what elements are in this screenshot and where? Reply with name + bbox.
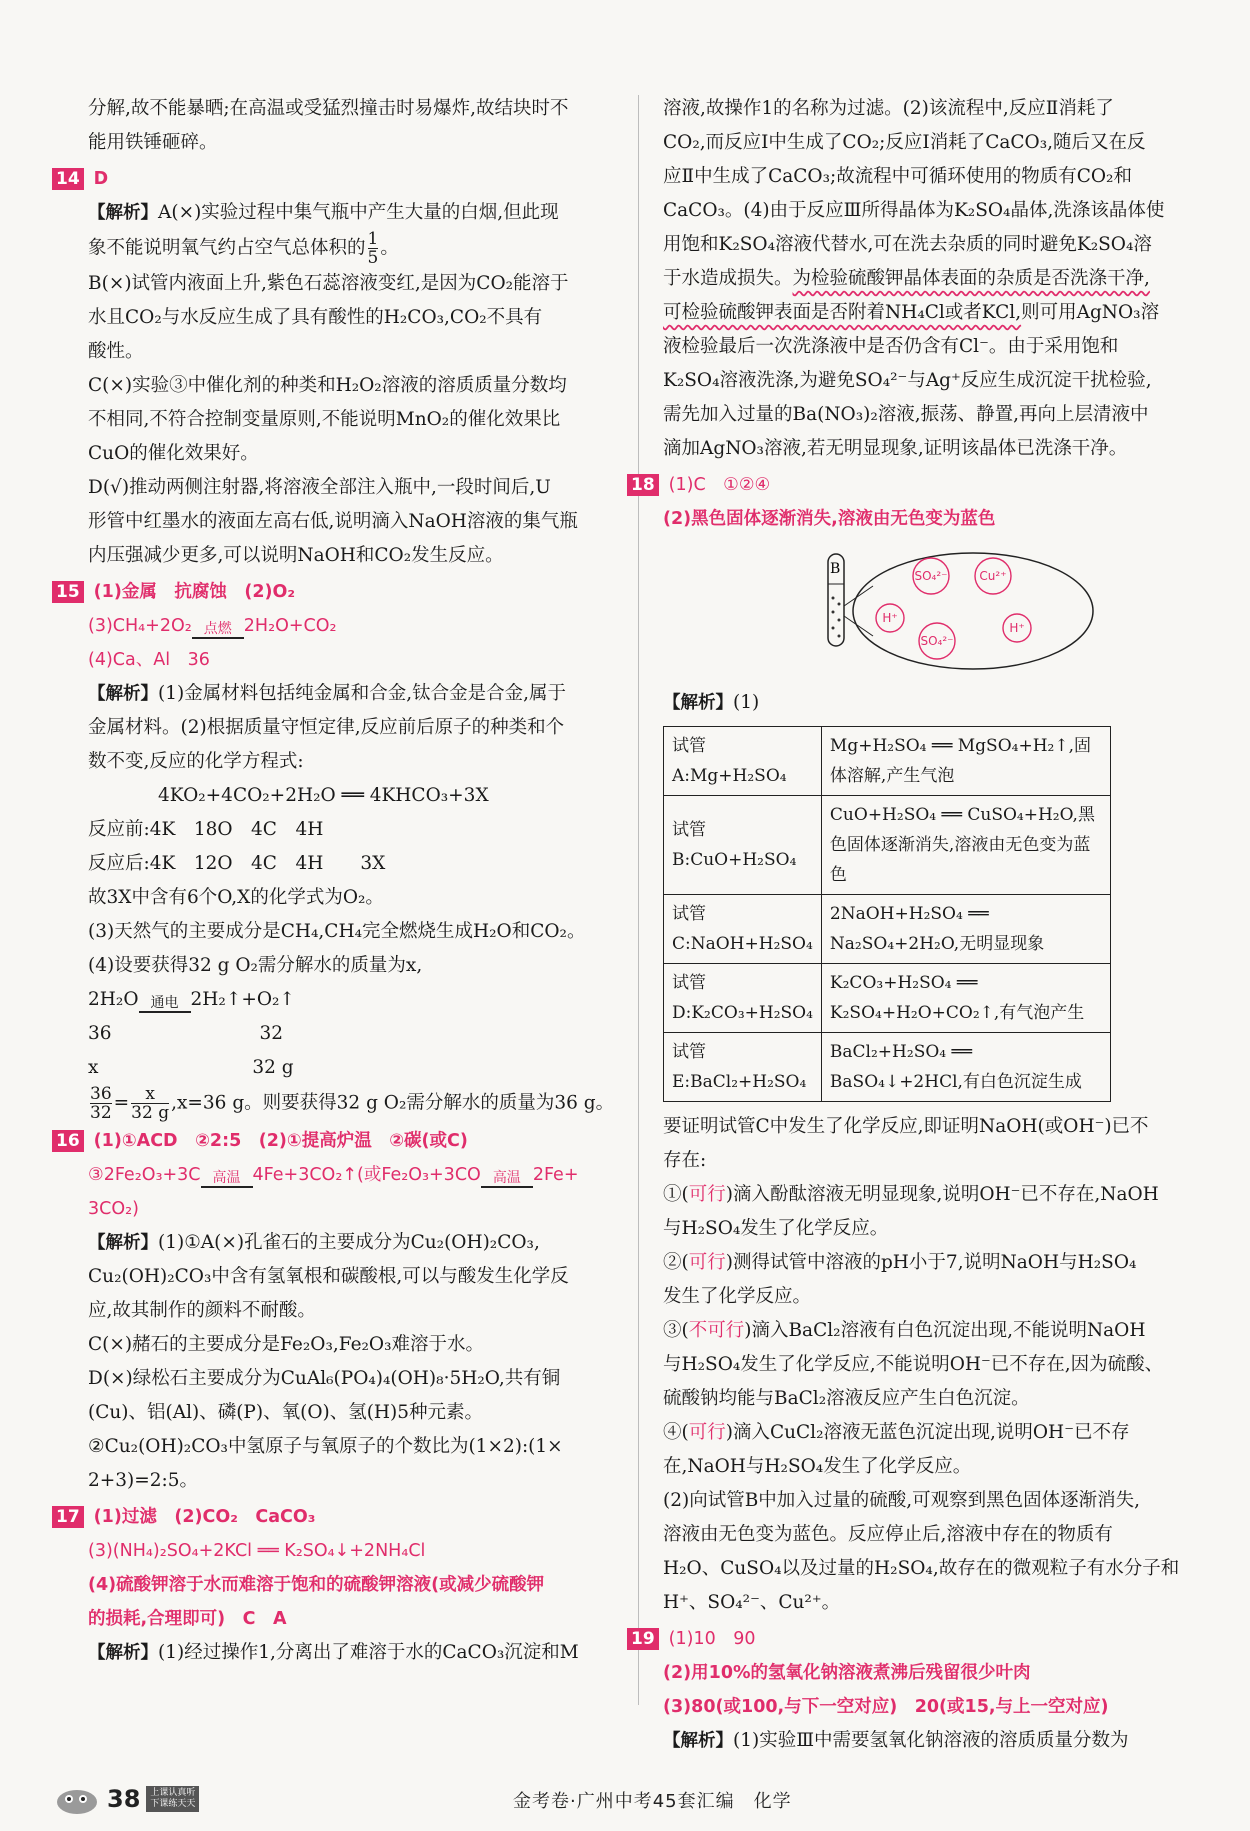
analysis-tag: 【解析】: [88, 1233, 158, 1253]
q17-cont-line: 应Ⅱ中生成了CaCO₃;故流程中可循环使用的物质有CO₂和: [663, 166, 1132, 187]
q17-cont-line: 液检验最后一次洗涤液中是否仍含有Cl⁻。由于采用饱和: [663, 336, 1119, 357]
q16-line: (Cu)、铝(Al)、磷(P)、氧(O)、氢(H)5种元素。: [88, 1402, 484, 1423]
question-number-14: 14: [52, 168, 84, 190]
q17-cont-line: 溶液,故操作1的名称为过滤。(2)该流程中,反应Ⅱ消耗了: [663, 98, 1114, 119]
feasibility-flag: 不可行: [688, 1320, 745, 1341]
q14-a-line: A(×)实验过程中集气瓶中产生大量的白烟,但此现: [158, 202, 559, 223]
q15-ratio-row-1: 36 32: [88, 1023, 284, 1044]
q16-line: ②Cu₂(OH)₂CO₃中氢原子与氧原子的个数比为(1×2):(1×: [88, 1436, 563, 1457]
fraction-one-fifth: $\frac{1}{5}$: [367, 229, 379, 268]
answer-18-line-1: (1)C ①②④: [668, 475, 771, 495]
question-number-17: 17: [52, 1506, 84, 1528]
q14-b-line: 酸性。: [88, 341, 144, 362]
question-number-16: 16: [52, 1130, 84, 1152]
tube-cell: 试管D:K₂CO₃+H₂SO₄: [664, 964, 822, 1033]
answer-16-line-3: 3CO₂): [88, 1199, 139, 1219]
question-number-18: 18: [627, 474, 659, 496]
q18-item-cont: 与H₂SO₄发生了化学反应,不能说明OH⁻已不存在,因为硫酸、: [663, 1354, 1164, 1375]
reaction-cell: CuO+H₂SO₄ ══ CuSO₄+H₂O,黑色固体逐渐消失,溶液由无色变为蓝色: [821, 796, 1110, 895]
table-row: [664, 895, 1111, 964]
reaction-table: [663, 726, 1111, 1102]
table-row: [664, 964, 1111, 1033]
tube-cell: 试管A:Mg+H₂SO₄: [664, 727, 822, 796]
answer-15-line-1: (1)金属 抗腐蚀 (2)O₂: [93, 582, 296, 602]
feasibility-flag: 可行: [688, 1422, 726, 1443]
answer-15-line-2: (3)CH₄+2O₂ 点燃 2H₂O+CO₂: [88, 609, 616, 643]
intro-line-1: 分解,故不能暴晒;在高温或受猛烈撞击时易爆炸,故结块时不: [88, 98, 569, 119]
q18-item: ④(可行)滴入CuCl₂溶液无蓝色沉淀出现,说明OH⁻已不存: [663, 1422, 1130, 1443]
wavy-underlined-text: 可检验硫酸钾表面是否附着NH₄Cl或者KCl,: [663, 302, 1022, 323]
ion-hydrogen: H⁺: [882, 611, 898, 625]
analysis-tag: 【解析】: [88, 203, 158, 223]
q14-d-line: D(√)推动两侧注射器,将溶液全部注入瓶中,一段时间后,U: [88, 477, 551, 498]
tube-cell: 试管E:BaCl₂+H₂SO₄: [664, 1033, 822, 1102]
tube-cell: 试管B:CuO+H₂SO₄: [664, 796, 822, 895]
question-18: [631, 468, 1191, 502]
q18-p2: H₂O、CuSO₄以及过量的H₂SO₄,故存在的微观粒子有水分子和: [663, 1558, 1180, 1579]
answer-17-line-3: (4)硫酸钾溶于水而难溶于饱和的硫酸钾溶液(或减少硫酸钾: [88, 1575, 545, 1595]
question-14: [56, 162, 616, 196]
reaction-cell: BaCl₂+H₂SO₄ ══ BaSO₄↓+2HCl,有白色沉淀生成: [821, 1033, 1110, 1102]
q18-item-cont: 发生了化学反应。: [663, 1286, 812, 1307]
answer-16-line-2: ③2Fe₂O₃+3C 高温 4Fe+3CO₂↑(或Fe₂O₃+3CO 高温 2Fe+: [88, 1158, 616, 1192]
condition-ignite: 点燃: [192, 621, 244, 643]
q15-conclusion: 故3X中含有6个O,X的化学式为O₂。: [88, 887, 384, 908]
q14-a-line: 象不能说明氧气约占空气总体积的: [88, 237, 366, 259]
analysis-tag: 【解析】: [663, 1731, 733, 1751]
q14-c-line: 不相同,不符合控制变量原则,不能说明MnO₂的催化效果比: [88, 409, 561, 430]
q18-item-cont: 在,NaOH与H₂SO₄发生了化学反应。: [663, 1456, 972, 1477]
ion-copper: Cu²⁺: [979, 569, 1007, 583]
q17-cont-line: 滴加AgNO₃溶液,若无明显现象,证明该晶体已洗涤干净。: [663, 438, 1128, 459]
feasibility-flag: 可行: [688, 1184, 726, 1205]
q17-cont-line: CaCO₃。(4)由于反应Ⅲ所得晶体为K₂SO₄晶体,洗涤该晶体使: [663, 200, 1165, 221]
q17-cont-line: 需先加入过量的Ba(NO₃)₂溶液,振荡、静置,再向上层清液中: [663, 404, 1149, 425]
q15-line: 数不变,反应的化学方程式:: [88, 751, 304, 772]
analysis-tag: 【解析】: [663, 693, 733, 713]
q14-b-line: 水且CO₂与水反应生成了具有酸性的H₂CO₃,CO₂不具有: [88, 307, 543, 328]
q18-item-cont: 与H₂SO₄发生了化学反应。: [663, 1218, 889, 1239]
table-row: [664, 796, 1111, 895]
q15-equation: 4KO₂+4CO₂+2H₂O ══ 4KHCO₃+3X: [158, 785, 489, 806]
q15-ratio-row-2: x 32 g: [88, 1057, 294, 1078]
q15-electrolysis-eq: 2H₂O 通电 2H₂↑+O₂↑: [88, 983, 616, 1017]
analysis-tag: 【解析】: [88, 1643, 158, 1663]
q16-line: 应,故其制作的颜料不耐酸。: [88, 1300, 316, 1321]
q18-item: ③(不可行)滴入BaCl₂溶液有白色沉淀出现,不能说明NaOH: [663, 1320, 1146, 1341]
page-footer-left: [55, 1782, 199, 1816]
q18-p2: 溶液由无色变为蓝色。反应停止后,溶液中存在的物质有: [663, 1524, 1113, 1545]
q14-c-line: CuO的催化效果好。: [88, 443, 259, 464]
question-15: [56, 575, 616, 609]
wavy-underlined-text: 为检验硫酸钾晶体表面的杂质是否洗涤干净,: [792, 268, 1150, 289]
q14-d-line: 形管中红墨水的液面左高右低,说明滴入NaOH溶液的集气瓶: [88, 511, 578, 532]
left-column: 分解,故不能暴晒;在高温或受猛烈撞击时易爆炸,故结块时不 能用铁锤砸碎。 14 D 【解析】A(×)实验过程中集气瓶中产生大量的白烟,但此现 象不能说明氧气约占空气总体积的 $\frac{1}{5}$ 。 B(×)试管内液面上升,紫色石蕊溶液变红,是因为CO₂能溶于 水且CO₂与水反应生成了具有酸性的H₂CO₃,CO₂不具有 酸性。 C(×)实验③中催化剂的种类和H₂O₂溶液的溶质质量分数均 不相同,不符合控制变量原则,不能说明MnO₂的催化效果比 CuO的催化效果好。 D(√)推动两侧注射器,将溶液全部注入瓶中,一段时间后,U 形管中红墨水的液面左高右低,说明滴入NaOH溶液的集气瓶 内压强减少更多,可以说明NaOH和CO₂发生反应。 15 (1)金属 抗腐蚀 (2)O₂ (3)CH₄+2O₂ 点燃 2H₂O+CO₂ (4)Ca、Al 36 【解析】(1)金属材料包括纯金属和合金,钛合金是合金,属于 金属材料。(2)根据质量守恒定律,反应前后原子的种类和个 数不变,反应的化学方程式: 4KO₂+4CO₂+2H₂O ══ 4KHCO₃+3X 反应前:4K 18O 4C 4H 反应后:4K 12O 4C 4H 3X 故3X中含有6个O,X的化学式为O₂。 (3)天然气的主要成分是CH₄,CH₄完全燃烧生成H₂O和CO₂。 (4)设要获得32 g O₂需分解水的质量为x, 2H₂O 通电 2H₂↑+O₂↑ 36 32 x 32 g $\frac{36}{32}$ = $\frac{x}{32 g}$ ,x=36 g。则要获得32 g O₂需分解水的质量为36 g。 16 (1)①ACD ②2:5 (2)①提高炉温 ②碳(或C) ③2Fe₂O₃+3C 高温 4Fe+3CO₂↑(或Fe₂O₃+3CO 高温 2Fe+ 3CO₂) 【解析】(1)①A(×)孔雀石的主要成分为Cu₂(OH)₂CO₃, Cu₂(OH)₂CO₃中含有氢氧根和碳酸根,可以与酸发生化学反 应,故其制作的颜料不耐酸。 C(×)赭石的主要成分是Fe₂O₃,Fe₂O₃难溶于水。 D(×)绿松石主要成分为CuAl₆(PO₄)₄(OH)₈·5H₂O,共有铜 (Cu)、铝(Al)、磷(P)、氧(O)、氢(H)5种元素。 ②Cu₂(OH)₂CO₃中氢原子与氧原子的个数比为(1×2):(1× 2+3)=2:5。 17 (1)过滤 (2)CO₂ CaCO₃ (3)(NH₄)₂SO₄+2KCl ══ K₂SO₄↓+2NH₄Cl (4)硫酸钾溶于水而难溶于饱和的硫酸钾溶液(或减少硫酸钾 的损耗,合理即可) C A 【解析】(1)经过操作1,分离出了难溶于水的CaCO₃沉淀和M: [88, 92, 616, 1670]
table-row: [664, 727, 1111, 796]
q16-line: Cu₂(OH)₂CO₃中含有氢氧根和碳酸根,可以与酸发生化学反: [88, 1266, 569, 1287]
analysis-tag: 【解析】: [88, 684, 158, 704]
q18-p2: (2)向试管B中加入过量的硫酸,可观察到黑色固体逐渐消失,: [663, 1490, 1141, 1511]
question-17: [56, 1500, 616, 1534]
q18-item: ①(可行)滴入酚酞溶液无明显现象,说明OH⁻已不存在,NaOH: [663, 1184, 1159, 1205]
q16-line: C(×)赭石的主要成分是Fe₂O₃,Fe₂O₃难溶于水。: [88, 1334, 485, 1355]
answer-15-line-3: (4)Ca、Al 36: [88, 650, 210, 670]
test-tube-ion-diagram: [663, 536, 1191, 686]
q15-before: 反应前:4K 18O 4C 4H: [88, 819, 324, 840]
question-number-15: 15: [52, 581, 84, 603]
tube-cell: 试管C:NaOH+H₂SO₄: [664, 895, 822, 964]
mascot-icon: [55, 1782, 99, 1816]
ion-diagram-svg: [663, 536, 1191, 686]
answer-17-line-4: 的损耗,合理即可) C A: [88, 1609, 287, 1629]
answer-14: D: [93, 169, 109, 189]
q18-items: [663, 1178, 1191, 1484]
q18-p2: H⁺、SO₄²⁻、Cu²⁺。: [663, 1592, 841, 1613]
q17-cont-line: K₂SO₄溶液洗涤,为避免SO₄²⁻与Ag⁺反应生成沉淀干扰检验,: [663, 370, 1152, 391]
question-number-19: 19: [627, 1628, 659, 1650]
table-row: [664, 1033, 1111, 1102]
answer-17-line-2: (3)(NH₄)₂SO₄+2KCl ══ K₂SO₄↓+2NH₄Cl: [88, 1541, 426, 1561]
q14-c-line: C(×)实验③中催化剂的种类和H₂O₂溶液的溶质质量分数均: [88, 375, 567, 396]
q14-b-line: B(×)试管内液面上升,紫色石蕊溶液变红,是因为CO₂能溶于: [88, 273, 569, 294]
ion-hydrogen: H⁺: [1009, 621, 1025, 635]
feasibility-flag: 可行: [688, 1252, 726, 1273]
footer-slogan: 上课认真听 下课练天天: [146, 1786, 199, 1812]
q16-line: 2+3)=2:5。: [88, 1470, 199, 1491]
q15-final: $\frac{36}{32}$ = $\frac{x}{32 g}$ ,x=36 g。则要获得32 g O₂需分解水的质量为36 g。: [90, 1084, 615, 1123]
reaction-cell: 2NaOH+H₂SO₄ ══ Na₂SO₄+2H₂O,无明显现象: [821, 895, 1110, 964]
footer-book-title: 金考卷·广州中考45套汇编 化学: [513, 1791, 792, 1812]
ion-sulfate: SO₄²⁻: [920, 634, 954, 648]
reaction-cell: K₂CO₃+H₂SO₄ ══ K₂SO₄+H₂O+CO₂↑,有气泡产生: [821, 964, 1110, 1033]
q16-line: D(×)绿松石主要成分为CuAl₆(PO₄)₄(OH)₈·5H₂O,共有铜: [88, 1368, 561, 1389]
q18-item-cont: 硫酸钠均能与BaCl₂溶液反应产生白色沉淀。: [663, 1388, 1030, 1409]
condition-electric: 通电: [139, 995, 191, 1017]
right-column: 溶液,故操作1的名称为过滤。(2)该流程中,反应Ⅱ消耗了 CO₂,而反应Ⅰ中生成了CO₂;反应Ⅰ消耗了CaCO₃,随后又在反 应Ⅱ中生成了CaCO₃;故流程中可循环使用的物质有CO₂和 CaCO₃。(4)由于反应Ⅲ所得晶体为K₂SO₄晶体,洗涤该晶体使 用饱和K₂SO₄溶液代替水,可在洗去杂质的同时避免K₂SO₄溶 于水造成损失。为检验硫酸钾晶体表面的杂质是否洗涤干净, 可检验硫酸钾表面是否附着NH₄Cl或者KCl,则可用AgNO₃溶 液检验最后一次洗涤液中是否仍含有Cl⁻。由于采用饱和 K₂SO₄溶液洗涤,为避免SO₄²⁻与Ag⁺反应生成沉淀干扰检验, 需先加入过量的Ba(NO₃)₂溶液,振荡、静置,再向上层清液中 滴加AgNO₃溶液,若无明显现象,证明该晶体已洗涤干净。 18 (1)C ①②④ (2)黑色固体逐渐消失,溶液由无色变为蓝色 B SO₄²⁻ Cu²⁺ H⁺ SO₄²⁻ H⁺ 【解析】(1) 试管A:Mg+H₂SO₄ Mg+H₂SO₄ ══ MgSO₄+H₂↑,固体溶解,产生气泡 试管B:CuO+H₂SO₄ CuO+H₂SO₄ ══ CuSO₄+H₂O,黑色固体逐渐消失,溶液由无色变为蓝色 试管C:NaOH+H₂SO₄ 2NaOH+H₂SO₄ ══ Na₂SO₄+2H₂O,无明显现象 试管D:K₂CO₃+H₂SO₄ K₂CO₃+H₂SO₄ ══ K₂SO₄+H₂O+CO₂↑,有气泡产生 试管E:BaCl₂+H₂SO₄ BaCl₂+H₂SO₄ ══ BaSO₄↓+2HCl,有白色沉淀生成 要证明试管C中发生了化学反应,即证明NaOH(或OH⁻)已不 存在: ①(可行)滴入酚酞溶液无明显现象,说明OH⁻已不存在,NaOH 与H₂SO₄发生了化学反应。 ②(可行)测得试管中溶液的pH小于7,说明NaOH与H₂SO₄ 发生了化学反应。 ③(不可行)滴入BaCl₂溶液有白色沉淀出现,不能说明NaOH 与H₂SO₄发生了化学反应,不能说明OH⁻已不存在,因为硫酸、 硫酸钠均能与BaCl₂溶液反应产生白色沉淀。 ④(可行)滴入CuCl₂溶液无蓝色沉淀出现,说明OH⁻已不存 在,NaOH与H₂SO₄发生了化学反应。 (2)向试管B中加入过量的硫酸,可观察到黑色固体逐渐消失, 溶液由无色变为蓝色。反应停止后,溶液中存在的物质有 H₂O、CuSO₄以及过量的H₂SO₄,故存在的微观粒子有水分子和 H⁺、SO₄²⁻、Cu²⁺。 19 (1)10 90 (2)用10%的氢氧化钠溶液煮沸后残留很少叶肉 (3)80(或100,与下一空对应) 20(或15,与上一空对应) 【解析】(1)实验Ⅲ中需要氢氧化钠溶液的溶质质量分数为: [663, 92, 1191, 1758]
page-number: 38: [107, 1785, 141, 1813]
q15-after: 反应后:4K 12O 4C 4H 3X: [88, 853, 386, 874]
q15-p4: (4)设要获得32 g O₂需分解水的质量为x,: [88, 955, 423, 976]
q18-p1: 存在:: [663, 1150, 707, 1171]
q17-cont-line: CO₂,而反应Ⅰ中生成了CO₂;反应Ⅰ消耗了CaCO₃,随后又在反: [663, 132, 1146, 153]
q15-line: 金属材料。(2)根据质量守恒定律,反应前后原子的种类和个: [88, 717, 565, 738]
answer-18-line-2: (2)黑色固体逐渐消失,溶液由无色变为蓝色: [663, 509, 996, 529]
q15-p3: (3)天然气的主要成分是CH₄,CH₄完全燃烧生成H₂O和CO₂。: [88, 921, 586, 942]
answer-19-line-2: (2)用10%的氢氧化钠溶液煮沸后残留很少叶肉: [663, 1663, 1031, 1683]
question-19: [631, 1622, 1191, 1656]
intro-line-2: 能用铁锤砸碎。: [88, 132, 218, 153]
answer-16-line-1: (1)①ACD ②2:5 (2)①提高炉温 ②碳(或C): [93, 1131, 468, 1151]
column-divider: [638, 95, 639, 1705]
q14-d-line: 内压强减少更多,可以说明NaOH和CO₂发生反应。: [88, 545, 504, 566]
answer-19-line-1: (1)10 90: [668, 1629, 756, 1649]
q18-p1: 要证明试管C中发生了化学反应,即证明NaOH(或OH⁻)已不: [663, 1116, 1149, 1137]
ion-sulfate: SO₄²⁻: [914, 569, 948, 583]
question-16: [56, 1124, 616, 1158]
tube-label: B: [830, 561, 841, 577]
answer-19-line-3: (3)80(或100,与下一空对应) 20(或15,与上一空对应): [663, 1697, 1109, 1717]
reaction-cell: Mg+H₂SO₄ ══ MgSO₄+H₂↑,固体溶解,产生气泡: [821, 727, 1110, 796]
q18-item: ②(可行)测得试管中溶液的pH小于7,说明NaOH与H₂SO₄: [663, 1252, 1137, 1273]
q17-cont-line: 用饱和K₂SO₄溶液代替水,可在洗去杂质的同时避免K₂SO₄溶: [663, 234, 1152, 255]
answer-17-line-1: (1)过滤 (2)CO₂ CaCO₃: [93, 1507, 316, 1527]
